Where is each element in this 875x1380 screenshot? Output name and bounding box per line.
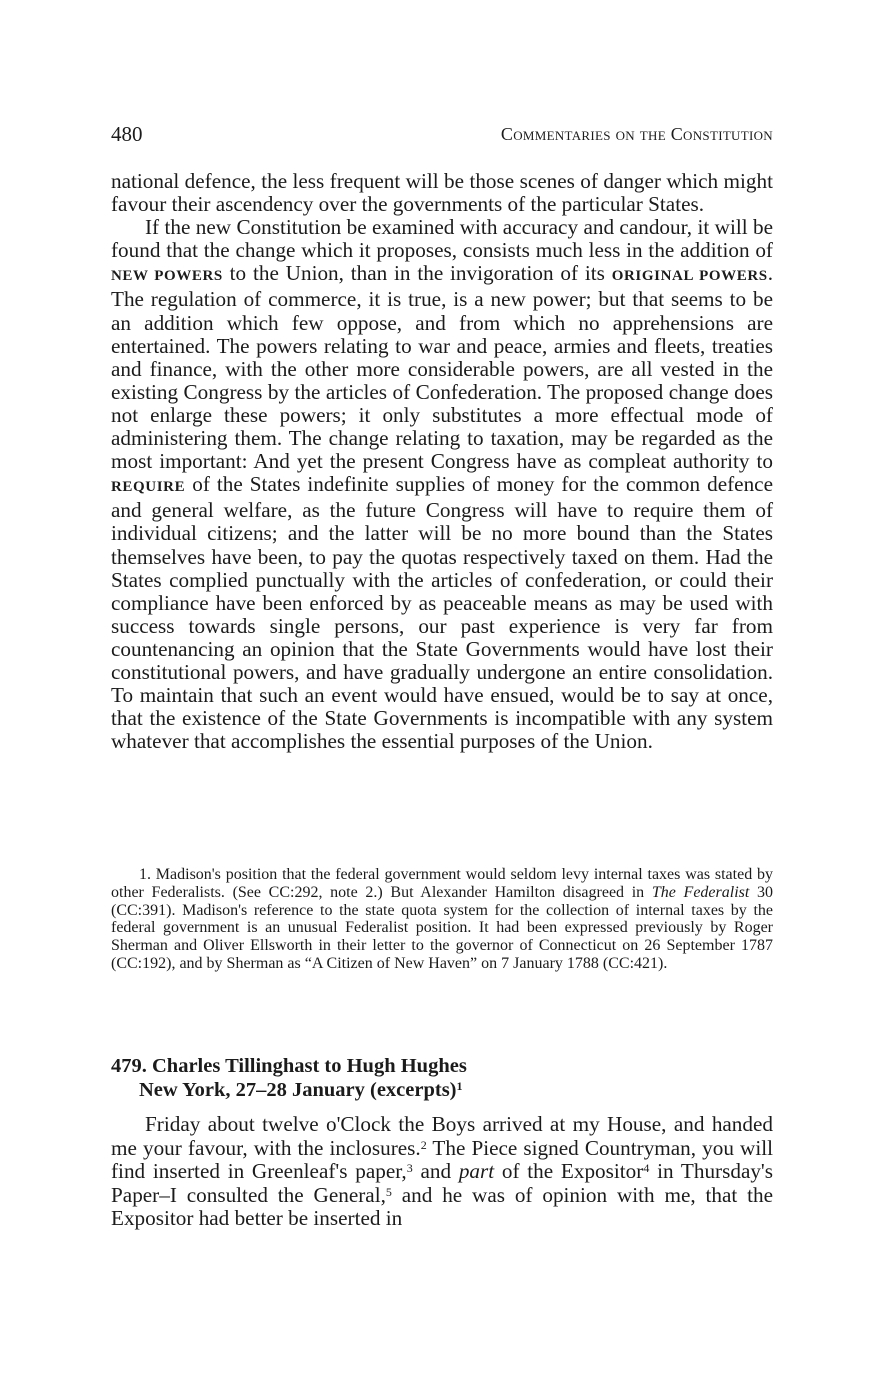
footnote-ref: 4 (643, 1161, 650, 1176)
document-body (111, 1113, 773, 1231)
text-run: . The regulation of commerce, it is true, is a new power; but that seems to be an addition which few oppose, and from which no apprehensions are entertained. The powers relating to war and peace, armies and fleets, treaties and finance, with the other more considerable powers, are all vested in the existing Congress by the articles of Confederation. The proposed change does not enlarge these powers; it only substitutes a more effectual mode of administering them. The change relating to taxation, may be regarded as the most important: And yet the present Congress have as compleat authority to (111, 261, 773, 474)
heading-line-2 (111, 1078, 773, 1102)
footnote-ref: 3 (406, 1161, 413, 1176)
main-text (111, 170, 773, 753)
text-run: of the States indefinite supplies of money for the common defence and general welfare, as the future Congress will have to require them of individual citizens; and the latter will be no more bound than the States themselves have been, to pay the quotas respectively taxed on them. Had the States complied punctually with the articles of confederation, or could their compliance have been enforced by as peaceable means as may be used with success towards single persons, our past experience is very far from countenancing an opinion that the State Governments would have lost their constitutional powers, and have gradually undergone an entire consolidation. To maintain that such an event would have ensued, would be to say at once, that the existence of the State Governments is incompatible with any system whatever that accomplishes the essential purposes of the Union. (111, 472, 773, 754)
footnote-ref: 2 (420, 1137, 427, 1152)
text-run: in Thursday's Paper–I consulted the General, (111, 1159, 773, 1207)
text-run: and he was of opinion with me, that the Expositor had better be inserted in (111, 1182, 774, 1231)
text-run: If the new Constitution be examined with accuracy and candour, it will be found that the change which it proposes, consists much less in the addition of (111, 215, 773, 263)
small-caps-new-powers: NEW POWERS (111, 268, 223, 285)
letter-paragraph (111, 1113, 773, 1231)
document-heading (111, 1054, 773, 1102)
text-run: The Piece signed Countryman, you will find inserted in Greenleaf's paper, (111, 1135, 773, 1184)
small-caps-original-powers: ORIGINAL POWERS (611, 268, 768, 285)
footnote-1 (111, 866, 773, 973)
text-run: 30 (CC:391). Madison's reference to the state quota system for the collection of internal taxes by the federal government is an unusual Federalist position. It had been expressed previously by Roger Sherman and Oliver Ellsworth in their letter to the governor of Connecticut on 26 September 1787 (CC:192), and by Sherman as “A Citizen of New Haven” on 7 January 1788 (CC:421). (111, 883, 774, 972)
footnote-ref: 5 (385, 1184, 392, 1199)
text-run: to the Union, than in the invigoration of its (222, 261, 612, 286)
page-header (111, 122, 773, 152)
italic-word: part (458, 1159, 495, 1184)
text-run: Friday about twelve o'Clock the Boys arrived at my House, and handed me your favour, with the inclosures. (111, 1112, 773, 1160)
paragraph-continuation: national defence, the less frequent will be those scenes of danger which might favour their ascendency over the governments of the particular States. (111, 169, 773, 217)
page-number: 480 (111, 122, 143, 146)
text-run: 1. Madison's position that the federal government would seldom levy internal taxes was stated by other Federalists. (See CC:292, note 2.) But Alexander Hamilton disagreed in (111, 866, 773, 901)
text-run: of the Expositor (494, 1159, 644, 1184)
italic-title: The Federalist (651, 883, 750, 901)
heading-line-1: 479. Charles Tillinghast to Hugh Hughes (111, 1055, 467, 1077)
small-caps-require: REQUIRE (111, 479, 186, 496)
paragraph-constitution (111, 216, 773, 753)
footnote (111, 866, 773, 973)
text-run: and (412, 1159, 459, 1184)
heading-dateline: New York, 27–28 January (excerpts) (139, 1079, 457, 1101)
footnote-ref: 1 (456, 1079, 463, 1093)
running-title: Commentaries on the Constitution (500, 124, 773, 144)
